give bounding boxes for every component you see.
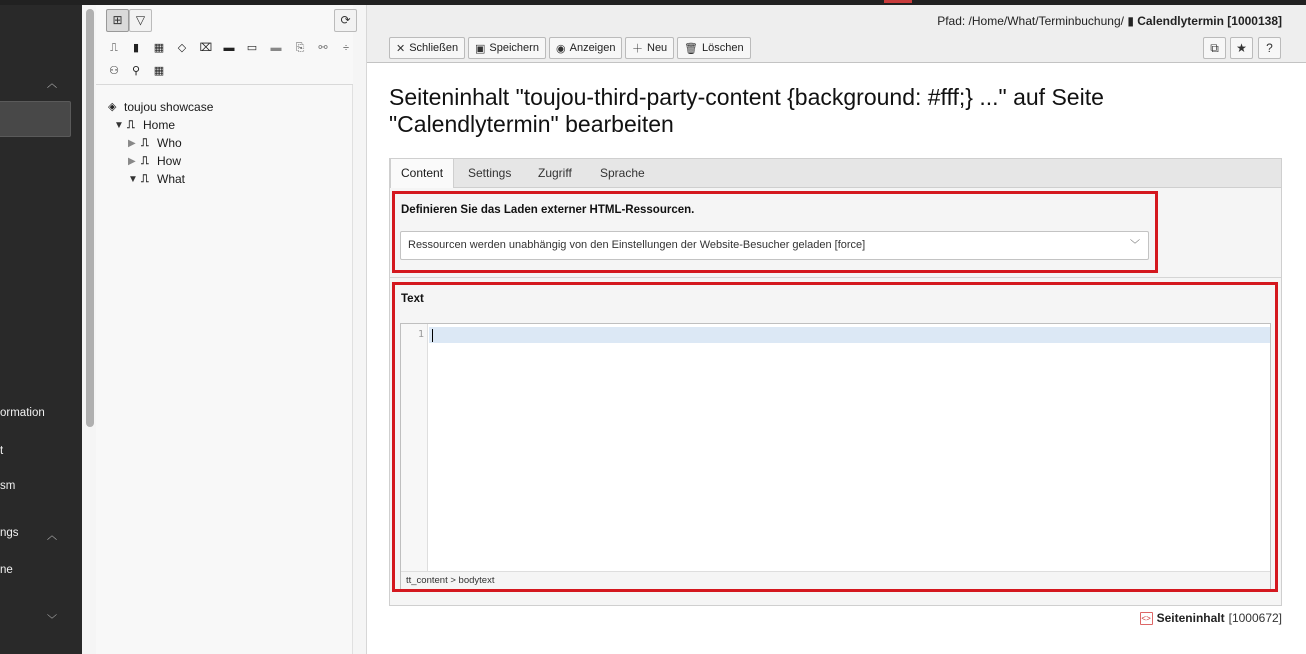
ticket-icon[interactable]: ⌧ bbox=[199, 42, 213, 54]
help-button[interactable] bbox=[1258, 37, 1281, 59]
tree-item-label: What bbox=[157, 172, 186, 186]
eye-icon: ◉ bbox=[556, 42, 566, 55]
save-button-label: Speichern bbox=[489, 42, 539, 54]
module-menu bbox=[0, 5, 82, 654]
collapsed-arrow-icon[interactable]: ▶ bbox=[128, 137, 136, 149]
tree-item-label: Who bbox=[157, 136, 182, 150]
tab-settings[interactable]: Settings bbox=[468, 166, 512, 180]
tree-item-how[interactable] bbox=[128, 154, 181, 168]
page-icon: ⎍ bbox=[127, 119, 135, 131]
expand-arrow-icon[interactable]: ▼ bbox=[128, 173, 138, 185]
collapsed-arrow-icon[interactable]: ▶ bbox=[128, 155, 136, 167]
delete-button-label: Löschen bbox=[701, 42, 744, 54]
resources-select-value: Ressourcen werden unabhängig von den Einstellungen der Website-Besucher geladen [force] bbox=[408, 239, 866, 251]
page-title: Seiteninhalt "toujou-third-party-content {background: #fff;} ..." auf Seite "Calendlytermin" bearbeiten bbox=[389, 84, 1104, 137]
chevron-up-icon[interactable]: ︿ bbox=[47, 531, 57, 542]
record-title: Calendlytermin [1000138] bbox=[1137, 14, 1282, 28]
page-tree-toolbar bbox=[96, 5, 353, 85]
open-new-window-button[interactable] bbox=[1203, 37, 1226, 59]
close-icon: ✕ bbox=[396, 42, 406, 55]
record-reference bbox=[1140, 611, 1282, 625]
link-icon[interactable]: ⚯ bbox=[318, 42, 328, 54]
page-icon: ⎍ bbox=[141, 173, 149, 185]
record-type: Seiteninhalt bbox=[1156, 611, 1225, 625]
document-icon[interactable]: ▮ bbox=[132, 42, 140, 54]
module-menu-item-ne[interactable]: ne bbox=[0, 564, 13, 576]
close-button-label: Schließen bbox=[409, 42, 459, 54]
line-number: 1 bbox=[417, 329, 424, 340]
tree-root[interactable] bbox=[108, 100, 213, 114]
tree-item-what[interactable] bbox=[128, 172, 185, 186]
content-element-icon: <> bbox=[1141, 613, 1151, 623]
scrollbar[interactable] bbox=[86, 9, 94, 427]
close-button[interactable] bbox=[389, 37, 465, 59]
view-button[interactable] bbox=[549, 37, 622, 59]
doc-header bbox=[367, 5, 1306, 63]
tab-access[interactable]: Zugriff bbox=[538, 166, 572, 180]
users-icon[interactable]: ⚇ bbox=[109, 65, 119, 77]
filter-icon[interactable]: ▽ bbox=[129, 9, 152, 32]
chevron-down-icon[interactable]: ﹀ bbox=[47, 615, 57, 626]
tab-bar bbox=[390, 159, 1281, 188]
content-area bbox=[367, 5, 1306, 654]
external-link-icon: ⧉ bbox=[1210, 41, 1219, 55]
editor-statusbar: tt_content > bodytext bbox=[401, 571, 1270, 590]
help-icon: ? bbox=[1266, 41, 1273, 55]
tree-item-label: Home bbox=[143, 118, 176, 132]
shop-icon[interactable]: ▬ bbox=[223, 42, 235, 54]
highlight-box-text bbox=[392, 282, 1278, 592]
card-icon[interactable]: ▭ bbox=[246, 42, 258, 54]
save-icon: ▣ bbox=[475, 42, 486, 55]
page-tree bbox=[96, 5, 353, 654]
page-icon: ⎍ bbox=[141, 155, 149, 167]
top-bar-indicator bbox=[884, 0, 912, 3]
module-menu-item-sm[interactable]: sm bbox=[0, 480, 16, 492]
new-button-label: Neu bbox=[647, 42, 668, 54]
tree-item-who[interactable] bbox=[128, 136, 182, 150]
document-icon: ▮ bbox=[1127, 14, 1134, 28]
expand-arrow-icon[interactable]: ▼ bbox=[114, 119, 124, 131]
module-menu-selected-item[interactable] bbox=[0, 101, 71, 137]
folder-icon[interactable]: ▬ bbox=[270, 42, 282, 54]
user-icon[interactable]: ⚲ bbox=[131, 65, 141, 77]
text-field-label: Text bbox=[401, 293, 424, 305]
trash-icon: 🗑 bbox=[684, 42, 698, 55]
cube-icon[interactable]: ◇ bbox=[177, 42, 187, 54]
save-button[interactable] bbox=[468, 37, 546, 59]
bookmark-button[interactable] bbox=[1230, 37, 1253, 59]
new-page-icon[interactable]: ⊞ bbox=[106, 9, 129, 32]
star-icon: ★ bbox=[1236, 41, 1247, 55]
tab-content[interactable]: Content bbox=[390, 159, 454, 189]
module-menu-item-t[interactable]: t bbox=[0, 445, 4, 457]
spacer-icon[interactable]: ÷ bbox=[342, 42, 350, 54]
chevron-down-icon: ﹀ bbox=[1130, 240, 1140, 251]
page-doktype-icon[interactable]: ⎍ bbox=[110, 42, 118, 54]
grid-icon[interactable]: ▦ bbox=[153, 42, 165, 54]
page-tree-panel bbox=[82, 5, 367, 654]
building-icon[interactable]: ▦ bbox=[153, 65, 165, 77]
refresh-icon[interactable]: ⟳ bbox=[334, 9, 357, 32]
typo3-logo-icon: ◈ bbox=[108, 101, 117, 113]
tab-language[interactable]: Sprache bbox=[600, 166, 645, 180]
shortcut-icon[interactable]: ⎘ bbox=[295, 42, 305, 54]
breadcrumb bbox=[937, 14, 1282, 28]
resources-field-label: Definieren Sie das Laden externer HTML-Ressourcen. bbox=[401, 204, 695, 216]
view-button-label: Anzeigen bbox=[569, 42, 616, 54]
new-button[interactable] bbox=[625, 37, 674, 59]
plus-icon: ＋ bbox=[632, 43, 643, 55]
delete-button[interactable] bbox=[677, 37, 751, 59]
page-icon: ⎍ bbox=[141, 137, 149, 149]
path-prefix: Pfad: /Home/What/Terminbuchung/ bbox=[937, 14, 1124, 28]
tree-item-home[interactable] bbox=[114, 118, 175, 132]
record-id: [1000672] bbox=[1228, 611, 1282, 625]
chevron-up-icon[interactable]: ︿ bbox=[47, 79, 57, 90]
module-menu-item-settings[interactable]: ngs bbox=[0, 527, 19, 539]
tree-root-label: toujou showcase bbox=[124, 100, 214, 114]
module-menu-item-information[interactable]: ormation bbox=[0, 407, 45, 419]
highlight-box-resources bbox=[392, 191, 1158, 273]
tree-item-label: How bbox=[157, 154, 182, 168]
